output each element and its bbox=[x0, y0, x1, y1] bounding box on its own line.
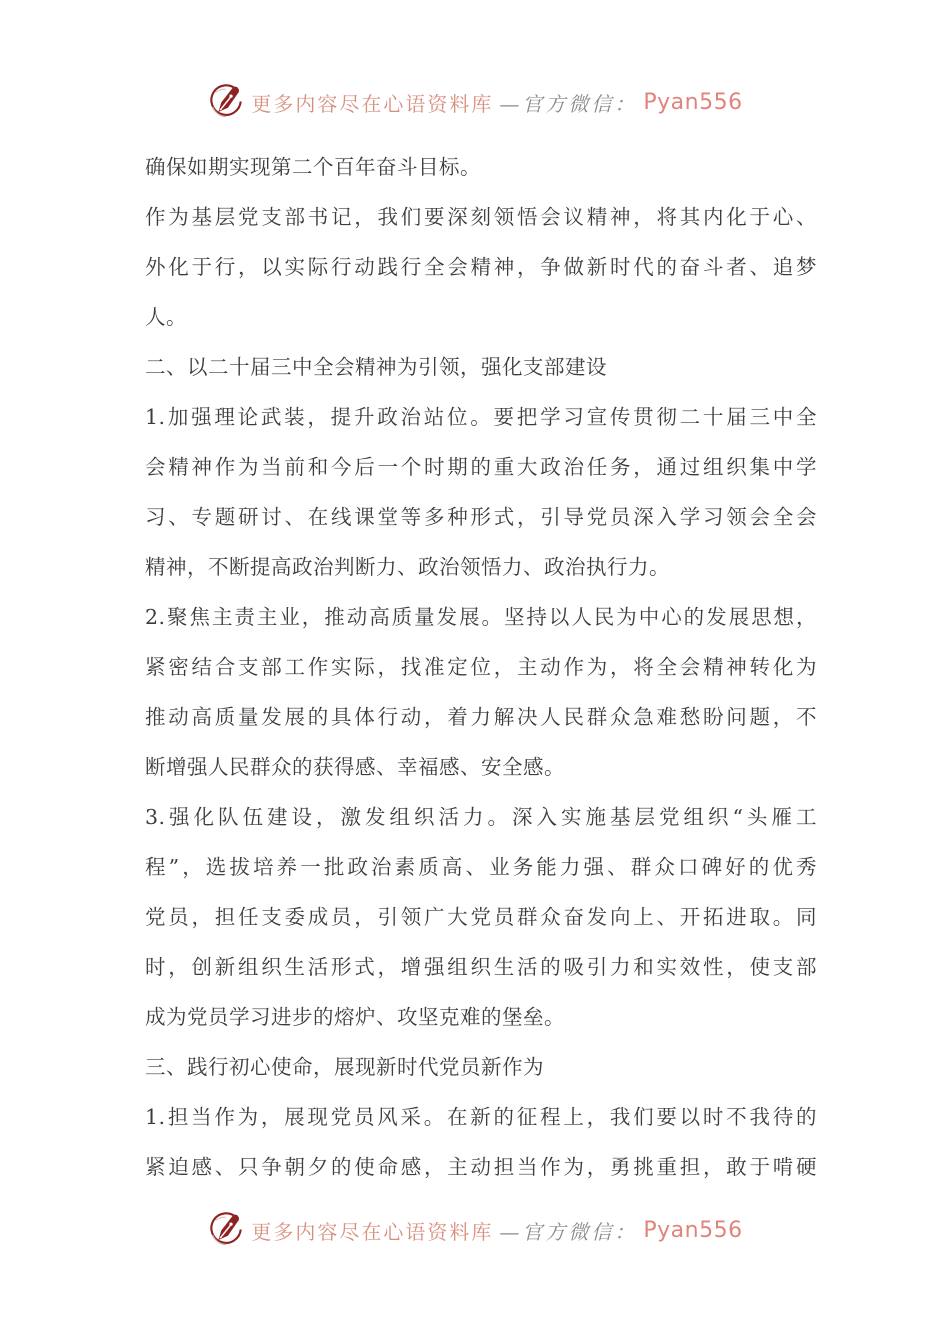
text-line: 习、专题研讨、在线课堂等多种形式，引导党员深入学习领会全会 bbox=[145, 505, 817, 529]
text-line: 时，创新组织生活形式，增强组织生活的吸引力和实效性，使支部 bbox=[145, 955, 817, 979]
watermark-wechat-id: Pyan556 bbox=[643, 1217, 743, 1243]
text-line: 三、践行初心使命，展现新时代党员新作为 bbox=[145, 1055, 544, 1079]
text-line: 外化于行，以实际行动践行全会精神，争做新时代的奋斗者、追梦 bbox=[145, 255, 817, 279]
text-line: 紧迫感、只争朝夕的使命感，主动担当作为，勇挑重担，敢于啃硬 bbox=[145, 1155, 817, 1179]
watermark-brand-text: 更多内容尽在心语资料库 bbox=[251, 91, 494, 116]
text-line: 精神，不断提高政治判断力、政治领悟力、政治执行力。 bbox=[145, 555, 670, 579]
text-line: 人。 bbox=[145, 305, 187, 329]
text-line: 2.聚焦主责主业，推动高质量发展。坚持以人民为中心的发展思想， bbox=[145, 605, 817, 629]
text-line: 3.强化队伍建设，激发组织活力。深入实施基层党组织“头雁工 bbox=[145, 805, 817, 829]
text-line: 确保如期实现第二个百年奋斗目标。 bbox=[145, 155, 481, 179]
xinyu-pen-logo-icon bbox=[207, 1211, 245, 1249]
paragraph bbox=[145, 792, 817, 1042]
watermark-brand-text: 更多内容尽在心语资料库 bbox=[251, 1219, 494, 1244]
text-line: 紧密结合支部工作实际，找准定位，主动作为，将全会精神转化为 bbox=[145, 655, 817, 679]
paragraph bbox=[145, 392, 817, 592]
section-heading bbox=[145, 1042, 817, 1092]
text-line: 作为基层党支部书记，我们要深刻领悟会议精神，将其内化于心、 bbox=[145, 205, 817, 229]
text-line: 断增强人民群众的获得感、幸福感、安全感。 bbox=[145, 755, 565, 779]
text-line: 成为党员学习进步的熔炉、攻坚克难的堡垒。 bbox=[145, 1005, 565, 1029]
watermark-wechat-label: —官方微信： bbox=[499, 91, 638, 116]
text-line: 党员，担任支委成员，引领广大党员群众奋发向上、开拓进取。同 bbox=[145, 905, 817, 929]
text-line: 推动高质量发展的具体行动，着力解决人民群众急难愁盼问题，不 bbox=[145, 705, 817, 729]
header-watermark bbox=[0, 83, 950, 121]
text-line: 二、以二十届三中全会精神为引领，强化支部建设 bbox=[145, 355, 607, 379]
text-line: 会精神作为当前和今后一个时期的重大政治任务，通过组织集中学 bbox=[145, 455, 817, 479]
paragraph bbox=[145, 142, 817, 192]
watermark-wechat-id: Pyan556 bbox=[643, 89, 743, 115]
text-line: 1.加强理论武装，提升政治站位。要把学习宣传贯彻二十届三中全 bbox=[145, 405, 817, 429]
watermark-wechat-label: —官方微信： bbox=[499, 1219, 638, 1244]
paragraph bbox=[145, 192, 817, 342]
document-body bbox=[145, 142, 817, 1192]
section-heading bbox=[145, 342, 817, 392]
text-line: 程”，选拔培养一批政治素质高、业务能力强、群众口碑好的优秀 bbox=[145, 855, 817, 879]
paragraph bbox=[145, 592, 817, 792]
footer-watermark bbox=[0, 1211, 950, 1249]
xinyu-pen-logo-icon bbox=[207, 83, 245, 121]
text-line: 1.担当作为，展现党员风采。在新的征程上，我们要以时不我待的 bbox=[145, 1105, 817, 1129]
paragraph bbox=[145, 1092, 817, 1192]
